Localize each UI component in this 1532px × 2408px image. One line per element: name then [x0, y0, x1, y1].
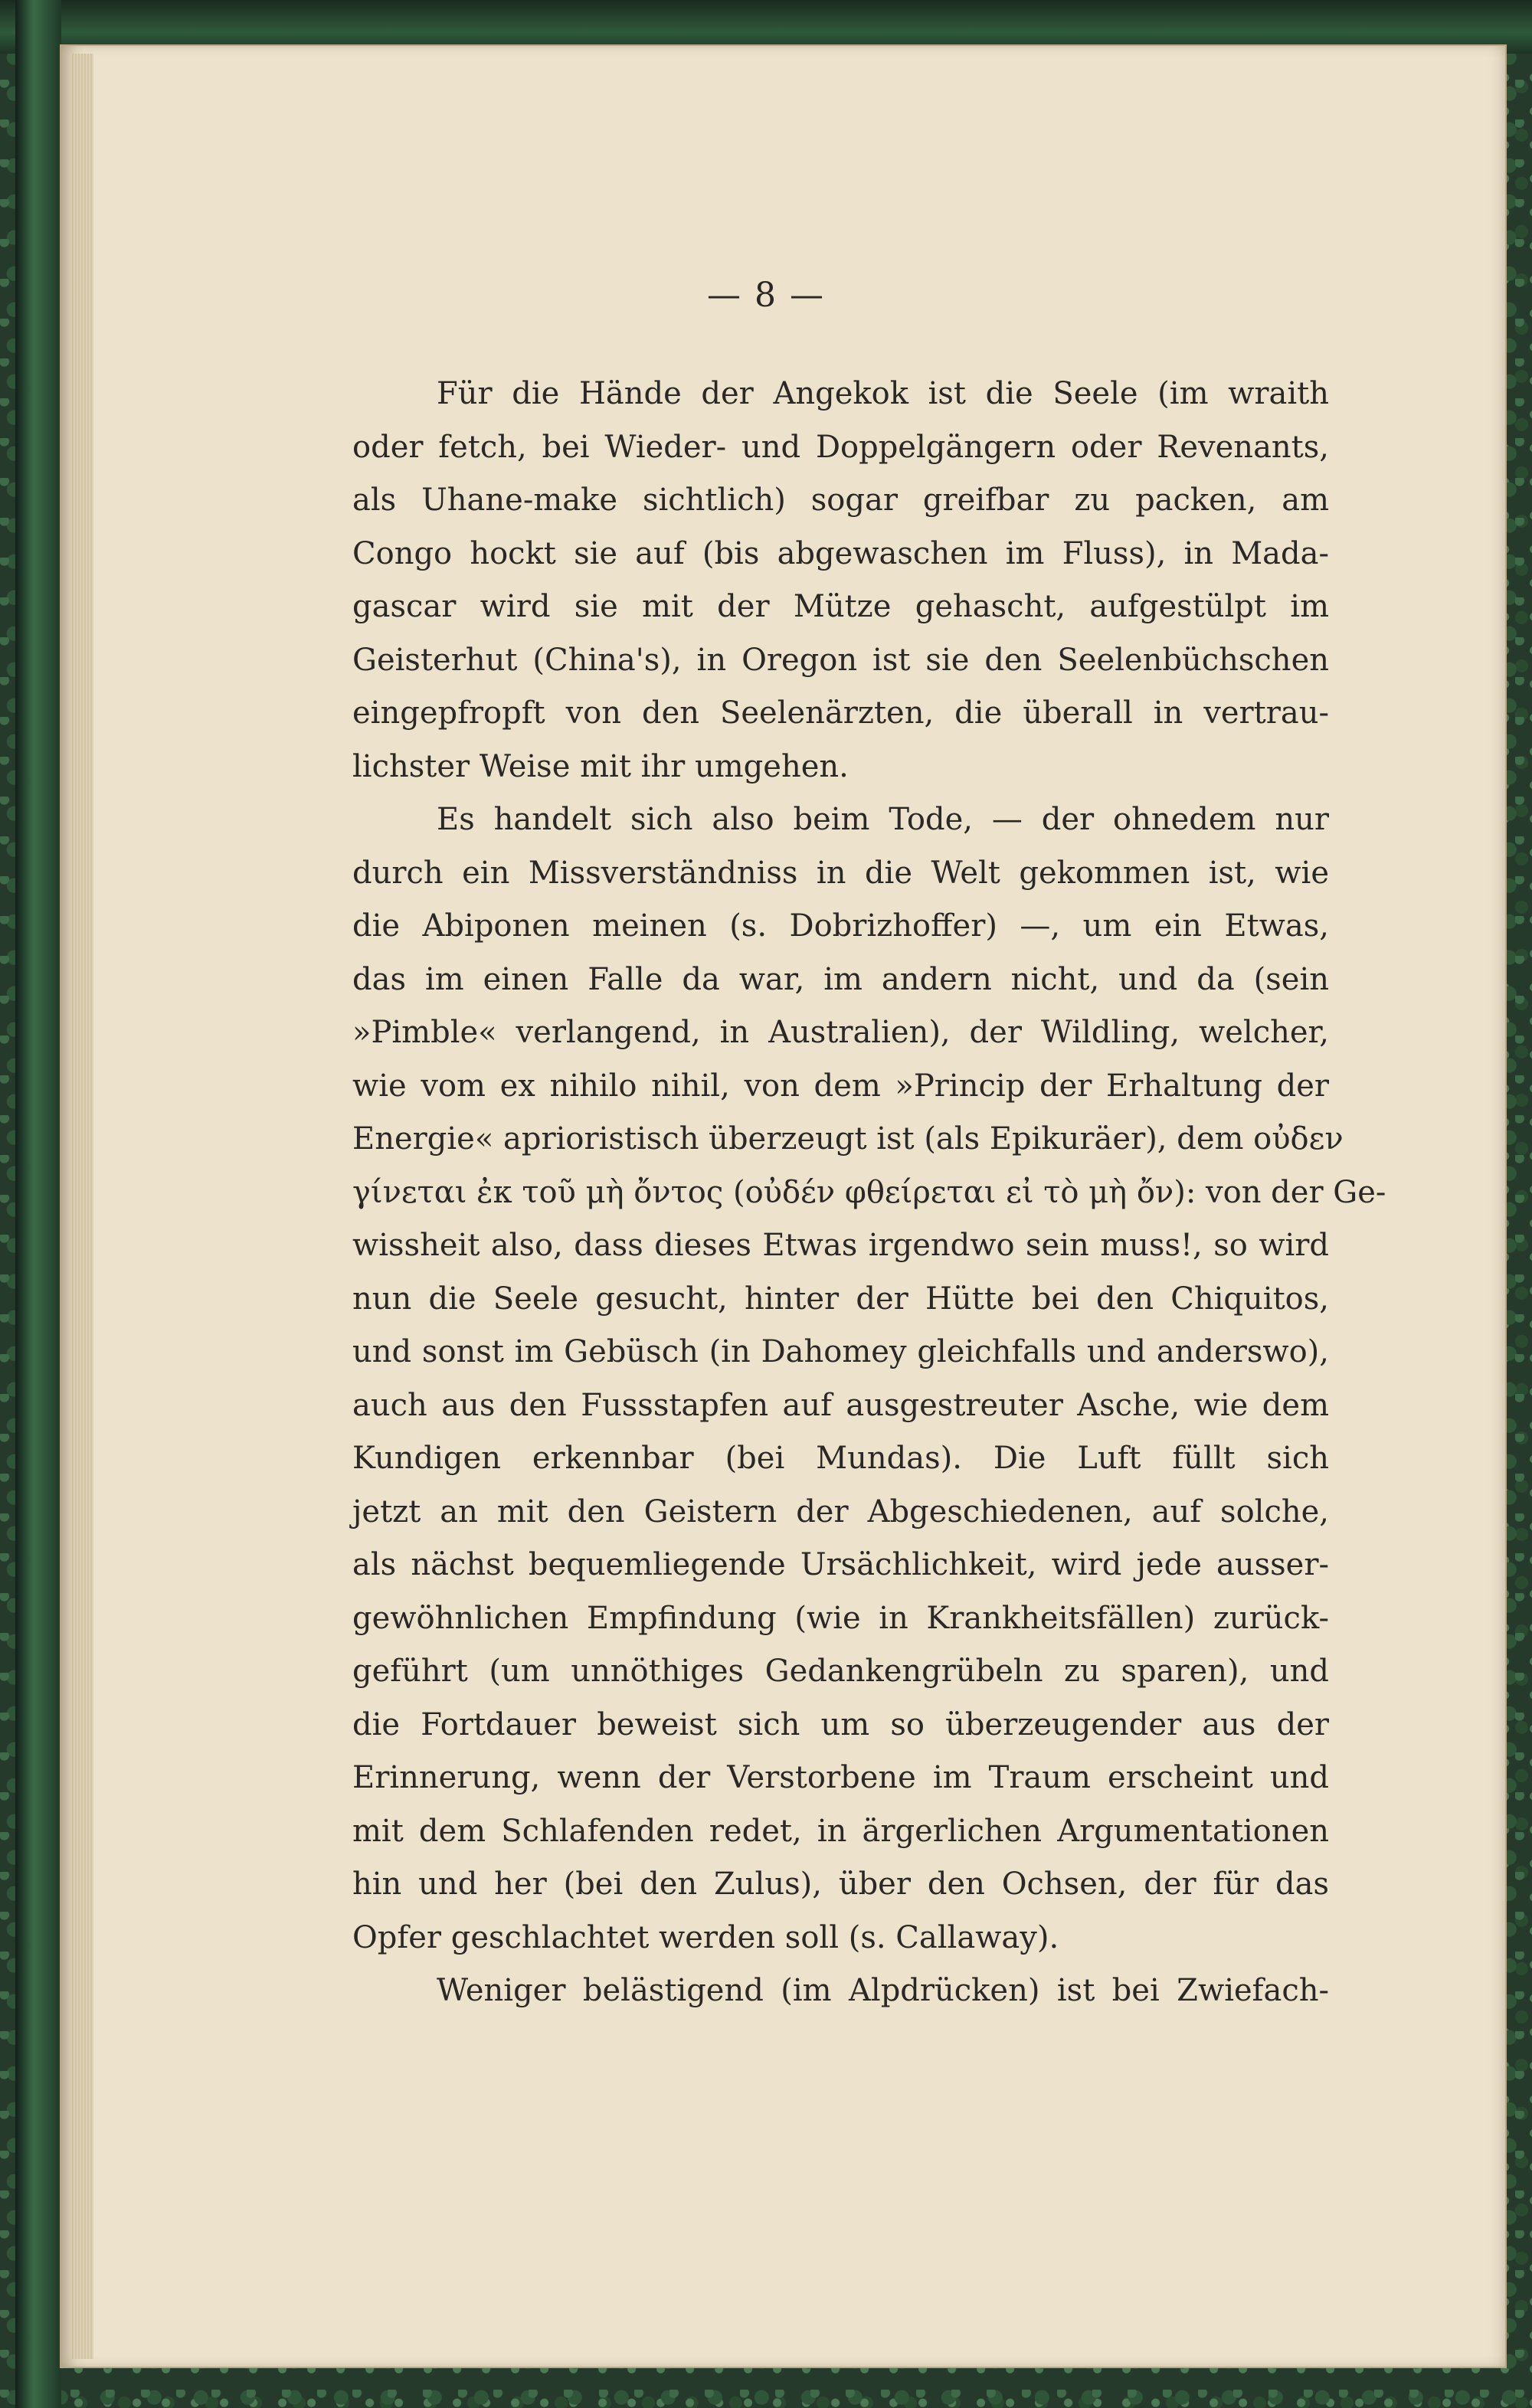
text-line: als Uhane-make sichtlich) sogar greifbar zu packen, am	[352, 483, 1329, 518]
text-line: gewöhnlichen Empfindung (wie in Krankheitsfällen) zurück-	[352, 1600, 1329, 1636]
text-line: Es handelt sich also beim Tode, — der ohnedem nur	[437, 802, 1329, 837]
text-line: durch ein Missverständniss in die Welt gekommen ist, wie	[352, 855, 1329, 891]
text-line: die Fortdauer beweist sich um so überzeugender aus der	[352, 1706, 1329, 1742]
text-line: mit dem Schlafenden redet, in ärgerlichen Argumentationen	[352, 1813, 1329, 1849]
text-line: wie vom ex nihilo nihil, von dem »Princip der Erhaltung der	[352, 1068, 1329, 1104]
text-line: auch aus den Fussstapfen auf ausgestreuter Asche, wie dem	[352, 1387, 1329, 1423]
text-line: lichster Weise mit ihr umgehen.	[352, 748, 849, 784]
text-line: Energie« aprioristisch überzeugt ist (als Epikuräer), dem οὐδεν	[352, 1121, 1344, 1157]
text-line: gascar wird sie mit der Mütze gehascht, aufgestülpt im	[352, 589, 1329, 624]
text-line: oder fetch, bei Wieder- und Doppelgängern oder Revenants,	[352, 429, 1329, 465]
text-line: geführt (um unnöthiges Gedankengrübeln zu sparen), und	[352, 1654, 1329, 1689]
text-line: Geisterhut (China's), in Oregon ist sie den Seelenbüchschen	[352, 642, 1329, 678]
text-line: wissheit also, dass dieses Etwas irgendwo sein muss!, so wird	[352, 1228, 1329, 1263]
text-line: als nächst bequemliegende Ursächlichkeit, wird jede ausser-	[352, 1547, 1329, 1582]
book-cover-left-edge	[15, 0, 61, 2408]
text-line: die Abiponen meinen (s. Dobrizhoffer) —, um ein Etwas,	[352, 908, 1329, 944]
text-line: und sonst im Gebüsch (in Dahomey gleichfalls und anderswo),	[352, 1334, 1329, 1369]
page-stack-edge	[70, 54, 93, 2359]
text-line: Kundigen erkennbar (bei Mundas). Die Luft füllt sich	[352, 1441, 1329, 1476]
text-line: hin und her (bei den Zulus), über den Ochsen, der für das	[352, 1867, 1329, 1902]
body-text	[352, 368, 1386, 2018]
text-line: eingepfropft von den Seelenärzten, die überall in vertrau-	[352, 695, 1329, 731]
page-number: — 8 —	[707, 276, 825, 315]
text-line: Weniger belästigend (im Alpdrücken) ist bei Zwiefach-	[437, 1973, 1329, 2008]
text-line: »Pimble« verlangend, in Australien), der Wildling, welcher,	[352, 1015, 1329, 1050]
text-line: Congo hockt sie auf (bis abgewaschen im Fluss), in Mada-	[352, 535, 1329, 571]
text-line: das im einen Falle da war, im andern nicht, und da (sein	[352, 961, 1329, 997]
text-line: Opfer geschlachtet werden soll (s. Callaway).	[352, 1919, 1059, 1955]
text-line: nun die Seele gesucht, hinter der Hütte bei den Chiquitos,	[352, 1281, 1329, 1317]
text-line: Für die Hände der Angekok ist die Seele (im wraith	[437, 376, 1329, 411]
text-line: jetzt an mit den Geistern der Abgeschiedenen, auf solche,	[352, 1494, 1329, 1530]
text-line: Erinnerung, wenn der Verstorbene im Traum erscheint und	[352, 1760, 1329, 1795]
text-line: γίνεται ἐκ τοῦ μὴ ὄντος (οὐδέν φθείρεται εἰ τὸ μὴ ὄν): von der Ge-	[352, 1174, 1386, 1210]
